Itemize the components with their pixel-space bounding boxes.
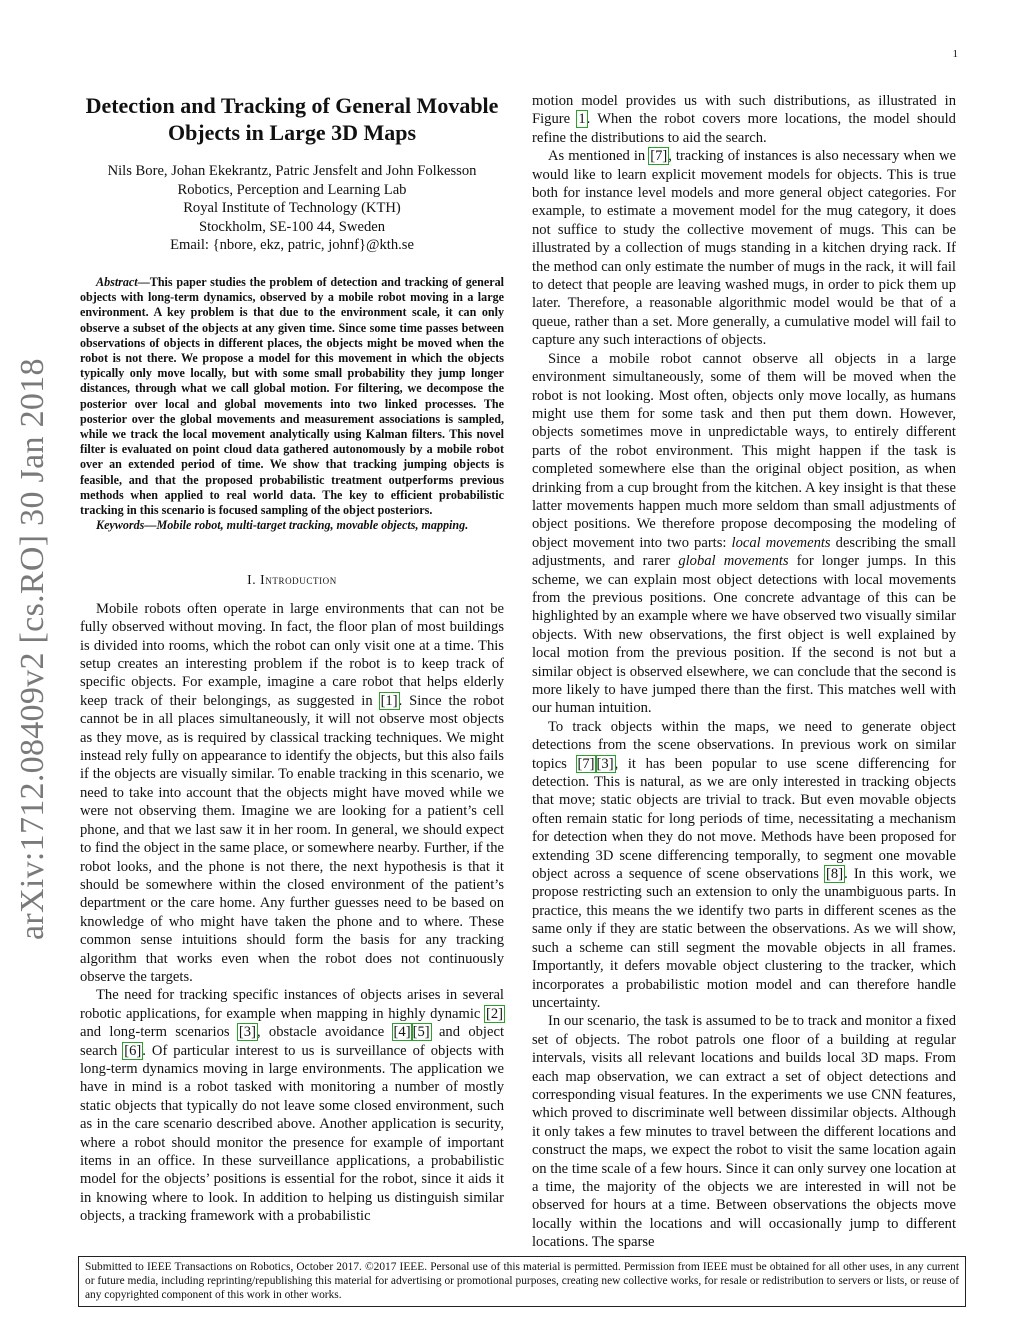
text-run: , obstacle avoidance (256, 1024, 393, 1041)
right-paragraph-4 (532, 718, 956, 1013)
right-paragraph-5: In our scenario, the task is assumed to be to track and monitor a fixed set of objects. The robot patrols one floor of a building at regular intervals, visits all relevant locations and builds local 3D maps. From each map observation, we can extract a set of object detections and corresponding visual features. In the experiments we use CNN features, which proved to discriminate well between dissimilar objects. Although it only takes a few minutes to travel between the different locations and construct the maps, we expect the robot to visit the same location again on the time scale of a few hours. Since it can only survey one location at a time, the majority of the objects we are interested in will not be observed for hours at a time. Between observations the objects move locally within the locations and will occasionally jump to different locations. The sparse (532, 1013, 956, 1251)
text-run: , tracking of instances is also necessary when we would like to learn explicit movement models for objects. This is true both for instance level models and more general object categories. For example, to estimate a movement model for the mug category, it does not suffice to study the collective movement of mugs. This can be illustrated by a collection of mugs standing in a kitchen drying rack. If the method can only estimate the number of mugs in the rack, it will fail to detect that people are leaving washed mugs, in order to pick them up later. Therefore, a reasonable algorithmic model would be that of a queue, rather than a set. More generally, a cumulative model will fail to capture any such interactions of objects. (532, 148, 956, 349)
author-names: Nils Bore, Johan Ekekrantz, Patric Jensfelt and John Folkesson (107, 163, 477, 179)
text-run: To track objects within the maps, we need to generate object detections from the scene observations. In previous work on similar topics (532, 718, 956, 772)
citation-link[interactable]: [6] (124, 1042, 142, 1059)
text-run: and object search (80, 1024, 504, 1059)
text-run: for longer jumps. In this scheme, we can explain most object detections with local movements from the previous positions. One concrete advantage of this can be highlighted by an example where we have observed two visually similar objects. With new observations, the first object is well explained by local motion from the previous position. If the second is not but a similar object is observed elsewhere, we can conclude that the second is more likely to have jumped there than the first. This matches well with our human intuition. (532, 553, 956, 717)
right-column (532, 92, 956, 1252)
abstract-dash: — (137, 274, 150, 289)
abstract-label: Abstract (96, 274, 138, 289)
text-run: , it has been popular to use scene differencing for detection. This is natural, as we are only interested in tracking objects that move; static objects are trivial to track. But even movable objects often remain static for long periods of time, necessitating a mechanism for detection when they do not move. Methods have been proposed for extending 3D scene differencing temporally, to segment one movable object across a sequence of scene observations (532, 755, 956, 883)
right-paragraph-2 (532, 147, 956, 349)
text-run: Mobile robots often operate in large environments that can not be fully observed without moving. In fact, the floor plan of most buildings is divided into rooms, which the robot can only visit one at a time. This setup creates an interesting problem if the robot is to keep track of specific objects. For example, imagine a care robot that helps elderly keep track of their belongings, as suggested in (80, 600, 504, 709)
author-institute: Royal Institute of Technology (KTH) (183, 200, 401, 217)
section-heading-introduction: I. Introduction (247, 572, 337, 588)
text-run: . In this work, we propose restricting such an extension to only the unambiguous parts. In practice, this means the we identify two parts in different scenes as the same only if they are static between the observations. As we will show, such a scheme can still segment the movable objects in all frames. Importantly, it defers movable object clustering to the tracker, which incorporates a probabilistic motion model and can therefore handle uncertainty. (532, 866, 956, 1011)
text-run: and long-term scenarios (80, 1024, 238, 1041)
author-lab: Robotics, Perception and Learning Lab (177, 181, 407, 198)
abstract-text: This paper studies the problem of detection and tracking of general objects with long-term dynamics, observed by a mobile robot moving in a large environment. A key problem is that due to the environment scale, it can only observe a subset of the objects at any given time. Since some time passes between observations of objects in different places, the objects might be moved when the robot is not there. We propose a model for this movement in which the objects typically only move locally, but with some small probability they jump longer distances, through what we call global motion. For filtering, we decompose the posterior over local and global movements into two linked processes. The posterior over the global movements and measurement associations is sampled, while we track the local movement analytically using Kalman filters. This novel filter is evaluated on point cloud data gathered autonomously by a mobile robot over an extended period of time. We show that tracking jumping objects is feasible, and that the proposed probabilistic treatment outperforms previous methods when applied to real world data. The key to efficient probabilistic tracking in this scenario is focused sampling of the object posteriors. (80, 274, 504, 518)
text-run: Since a mobile robot cannot observe all objects in a large environment simultaneously, some of them will be moved when the robot is not looking. Most often, objects only move locally, as humans might use them for some task and then put them down. However, objects sometimes move in unpredictable ways, to entirely different parts of the robot environment. This might happen if the task is completed somewhere else than the original object position, as when drinking from a cup brought from the kitchen. A key insight is that these latter movements happen much more seldom than small adjustments of object positions. We therefore propose decomposing the modeling of object movement into two parts: (532, 350, 956, 551)
text-run: describing the small adjustments, and rarer (532, 534, 956, 570)
citation-link[interactable]: [2] (485, 1005, 503, 1022)
emphasis-local-movements: local movements (731, 534, 831, 551)
arxiv-identifier: arXiv:1712.08409v2 [cs.RO] 30 Jan 2018 (14, 358, 51, 940)
keywords: Keywords—Mobile robot, multi-target tracking, movable objects, mapping. (96, 518, 469, 533)
citation-link[interactable]: [8] (826, 866, 844, 883)
author-block (80, 162, 504, 255)
right-paragraph-1 (532, 92, 956, 147)
copyright-notice: Submitted to IEEE Transactions on Robotics, October 2017. ©2017 IEEE. Personal use of this material is permitted. Permission from IEEE must be obtained for all other uses, in any current or future media, including reprinting/republishing this material for advertising or promotional purposes, creating new collective works, for resale or redistribution to servers or lists, or reuse of any copyrighted component of this work in other works. (78, 1256, 966, 1307)
citation-link[interactable]: [1] (380, 692, 398, 709)
paper-title: Detection and Tracking of General Movable Objects in Large 3D Maps (85, 93, 499, 145)
text-run: . When the robot covers more locations, the model should refine the distributions to aid the search. (532, 111, 956, 146)
text-run: The need for tracking specific instances of objects arises in several robotic applications, for example when mapping in highly dynamic (80, 987, 504, 1022)
citation-link[interactable]: [7] (577, 755, 595, 772)
figure-link[interactable]: 1 (578, 111, 586, 128)
author-email: Email: {nbore, ekz, patric, johnf}@kth.se (170, 237, 414, 254)
author-city: Stockholm, SE-100 44, Sweden (198, 218, 386, 235)
page-number: 1 (952, 48, 958, 60)
text-run: . Since the robot cannot be in all places simultaneously, it will not observe most objects as they move, as is required by classical tracking techniques. We might instead rely fully on appearance to identify the objects, but this also fails if the objects are visually similar. To enable tracking in this scenario, we need to take into account that the objects might have moved while we were not observing them. Imagine we are looking for a patient’s cell phone, and that we last saw it in her room. In general, we should expect to find the object in the same place, or somewhere nearby. Further, if the robot looks, and the phone is not there, the next hypothesis is that it should be somewhere within the closed environment of the patient’s department or the care home. Any further guesses need to be based on knowledge of who might have taken the phone and to where. These common sense intuitions should form the basis for any tracking algorithm that works even when the robot does not continuously observe the targets. (80, 692, 504, 985)
text-run: . Of particular interest to us is surveillance of objects with long-term dynamics moving in large environments. The application we have in mind is a robot tasked with monitoring a number of mostly static objects that typically do not leave some closed environment, such as in the care scenario described above. Another application is security, where a robot should monitor the presence for example of important items in an office. In these surveillance applications, a probabilistic model for the objects’ positions is essential for the robot, since it aids it in knowing where to look. In addition to helping us distinguish similar objects, a tracking framework with a probabilistic (80, 1042, 504, 1225)
text-run: motion model provides us with such distributions, as illustrated in Figure (532, 93, 956, 128)
intro-paragraph-1 (80, 600, 504, 987)
citation-link[interactable]: [5] (412, 1024, 430, 1041)
citation-link[interactable]: [4] (393, 1024, 411, 1041)
left-column (80, 92, 504, 1226)
text-run: As mentioned in (548, 148, 650, 165)
citation-link[interactable]: [3] (596, 755, 614, 772)
citation-link[interactable]: [3] (238, 1024, 256, 1041)
right-paragraph-3 (532, 350, 956, 718)
citation-link[interactable]: [7] (650, 148, 668, 165)
intro-paragraph-2 (80, 986, 504, 1225)
abstract (80, 275, 504, 518)
emphasis-global-movements: global movements (678, 553, 789, 570)
